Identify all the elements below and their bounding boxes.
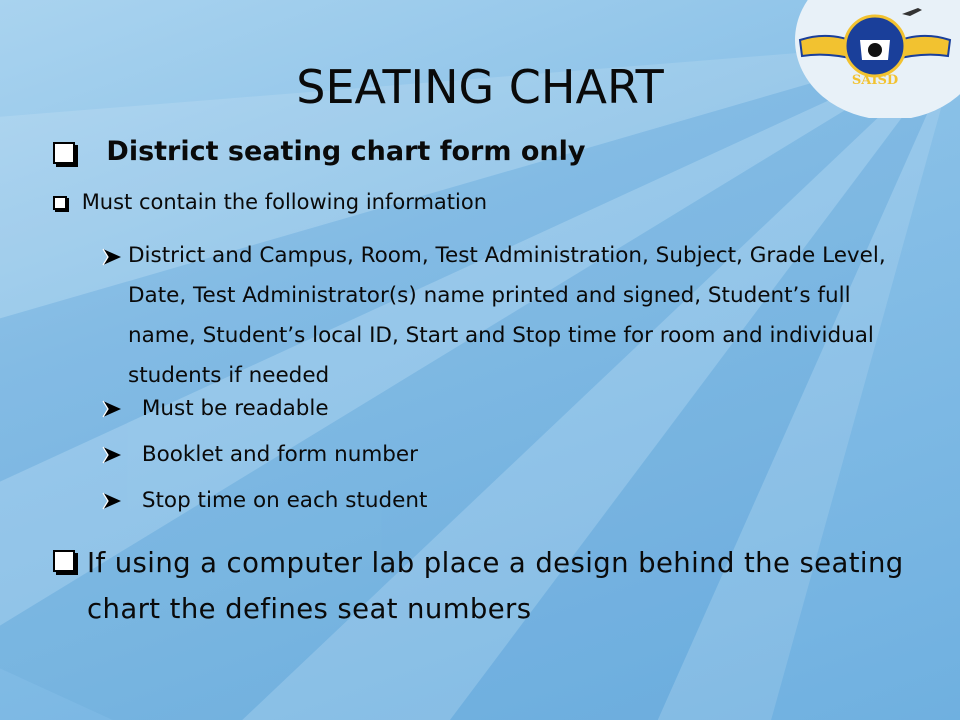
arrow-bullet-icon xyxy=(102,400,122,418)
main-item-text: District seating chart form only xyxy=(106,136,586,167)
logo-text: SAISD xyxy=(851,73,899,88)
last-item xyxy=(53,540,913,632)
bullet-item xyxy=(102,488,427,513)
last-item-text: If using a computer lab place a design behind the seating chart the defines seat numbers xyxy=(87,547,904,625)
sub-item-text: Must contain the following information xyxy=(81,190,488,214)
bullet-text: Stop time on each student xyxy=(141,488,428,513)
bullet-item xyxy=(102,442,418,467)
info-item-text: District and Campus, Room, Test Administration, Subject, Grade Level, Date, Test Administrator(s) name printed and signed, Student’s full name, Student’s local ID, Start and Stop time for room and individual students if needed xyxy=(128,243,886,388)
arrow-bullet-icon xyxy=(102,248,122,266)
checkbox-icon xyxy=(53,196,67,210)
info-item xyxy=(102,236,902,396)
bullet-text: Booklet and form number xyxy=(141,442,418,467)
checkbox-icon xyxy=(53,550,75,572)
bullet-item xyxy=(102,396,329,421)
sub-item xyxy=(53,190,487,214)
arrow-bullet-icon xyxy=(102,492,122,510)
checkbox-icon xyxy=(53,142,75,164)
bullet-text: Must be readable xyxy=(141,396,329,421)
arrow-bullet-icon xyxy=(102,446,122,464)
main-item xyxy=(53,136,586,167)
slide-title: SEATING CHART xyxy=(296,60,664,114)
